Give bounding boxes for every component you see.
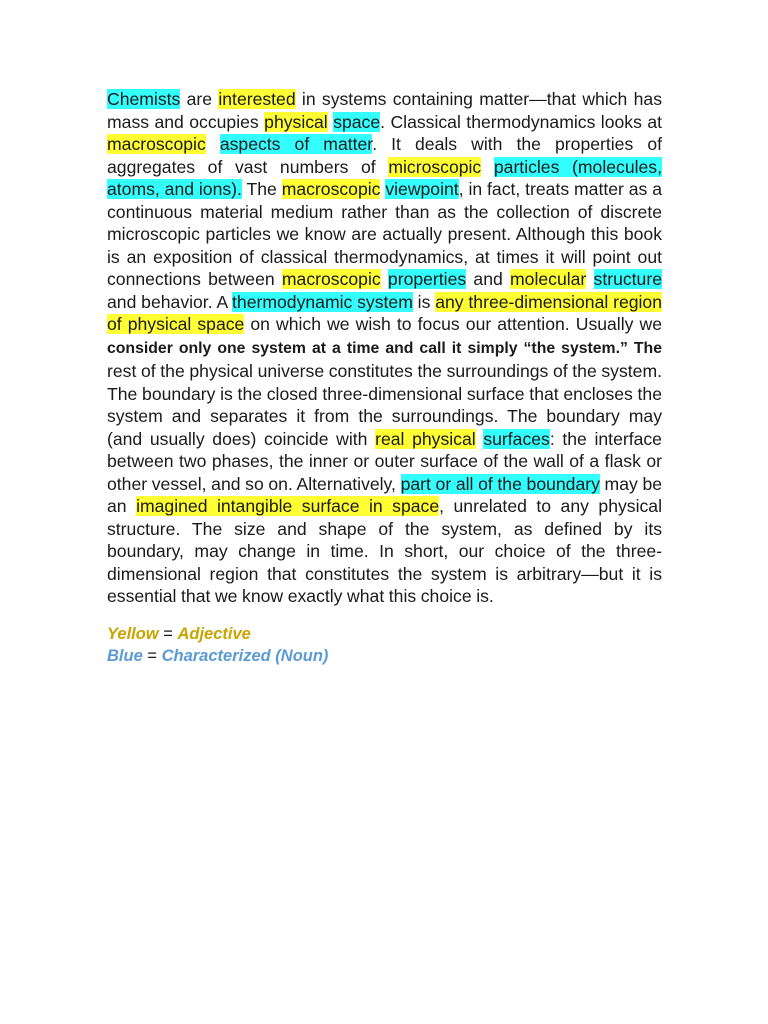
highlight-noun: Chemists [107, 89, 181, 109]
text-run: on which we wish to focus our attention. Usually we [244, 314, 662, 334]
text-run: . Classical thermodynamics looks at [380, 111, 662, 132]
text-run: , in fact, treats matter as a continuous material medium rather than as the collection of discrete microscopic particles we know are actually present. Although this book is an exposition of classical thermodynamics, at times it will point out connections between [107, 179, 662, 289]
highlight-noun: space [333, 111, 381, 132]
highlight-noun: structure [593, 269, 662, 289]
highlight-adjective: macroscopic [107, 134, 206, 154]
legend-equals: = [158, 624, 178, 643]
legend-equals: = [142, 647, 162, 665]
highlight-adjective: macroscopic [281, 179, 381, 199]
highlight-noun: thermodynamic system [232, 291, 413, 312]
highlight-adjective: physical [264, 111, 328, 132]
text-run: is [412, 291, 436, 312]
text-run: . It deals with the properties of aggregates of vast numbers of [107, 134, 662, 177]
highlight-adjective: real physical [375, 428, 476, 449]
text-run: , unrelated to any physical structure. The size and shape of the system, as defined by its boundary, may change in time. In short, our choice of the three-dimensional region that constitutes the system is arbitrary—but it is essential that we know exactly what this choice is. [107, 496, 662, 606]
bold-text-run: consider only one system at a time and call it simply “the system.” The [107, 339, 662, 357]
highlight-adjective: any three-dimensional region of physical space [107, 291, 662, 334]
legend-yellow-value: Adjective [177, 624, 251, 643]
legend-yellow-key: Yellow [107, 624, 159, 643]
text-run [381, 269, 388, 289]
highlight-noun: part or all of the boundary [400, 473, 600, 494]
legend-blue-key: Blue [107, 647, 143, 665]
text-run: may be an [107, 473, 663, 516]
legend-blue-value: Characterized (Noun) [161, 647, 329, 665]
text-run: : the interface between two phases, the inner or outer surface of the wall of a flask or other vessel, and so on. Alternatively, [107, 428, 662, 494]
highlight-adjective: imagined intangible surface in space [136, 496, 440, 516]
text-run [206, 134, 220, 154]
highlight-adjective: interested [218, 89, 296, 109]
highlight-noun: viewpoint [385, 179, 459, 199]
highlight-noun: aspects of matter [219, 134, 373, 154]
highlight-noun: surfaces [483, 428, 550, 449]
color-legend [107, 623, 662, 668]
highlight-adjective: microscopic [388, 156, 482, 177]
text-run: rest of the physical universe constitutes the surroundings of the system. The boundary is the closed three-dimensional surface that encloses the system and separates it from the surroundings. The boundary may (and usually does) coincide with [107, 361, 662, 449]
highlight-noun: particles (molecules, atoms, and ions). [107, 156, 662, 199]
text-run: The [241, 179, 282, 199]
highlight-noun: properties [387, 269, 467, 289]
legend-row-yellow [107, 623, 662, 646]
text-run [481, 157, 494, 177]
highlight-adjective: molecular [510, 269, 587, 289]
text-run: in systems containing matter—that which has mass and occupies [107, 89, 662, 132]
text-run: and behavior. A [107, 291, 233, 312]
text-run: and [466, 269, 511, 289]
text-run [586, 269, 593, 289]
text-run: are [180, 89, 219, 109]
legend-row-blue [107, 645, 662, 668]
body-paragraph [107, 88, 662, 608]
highlight-adjective: macroscopic [281, 269, 381, 289]
